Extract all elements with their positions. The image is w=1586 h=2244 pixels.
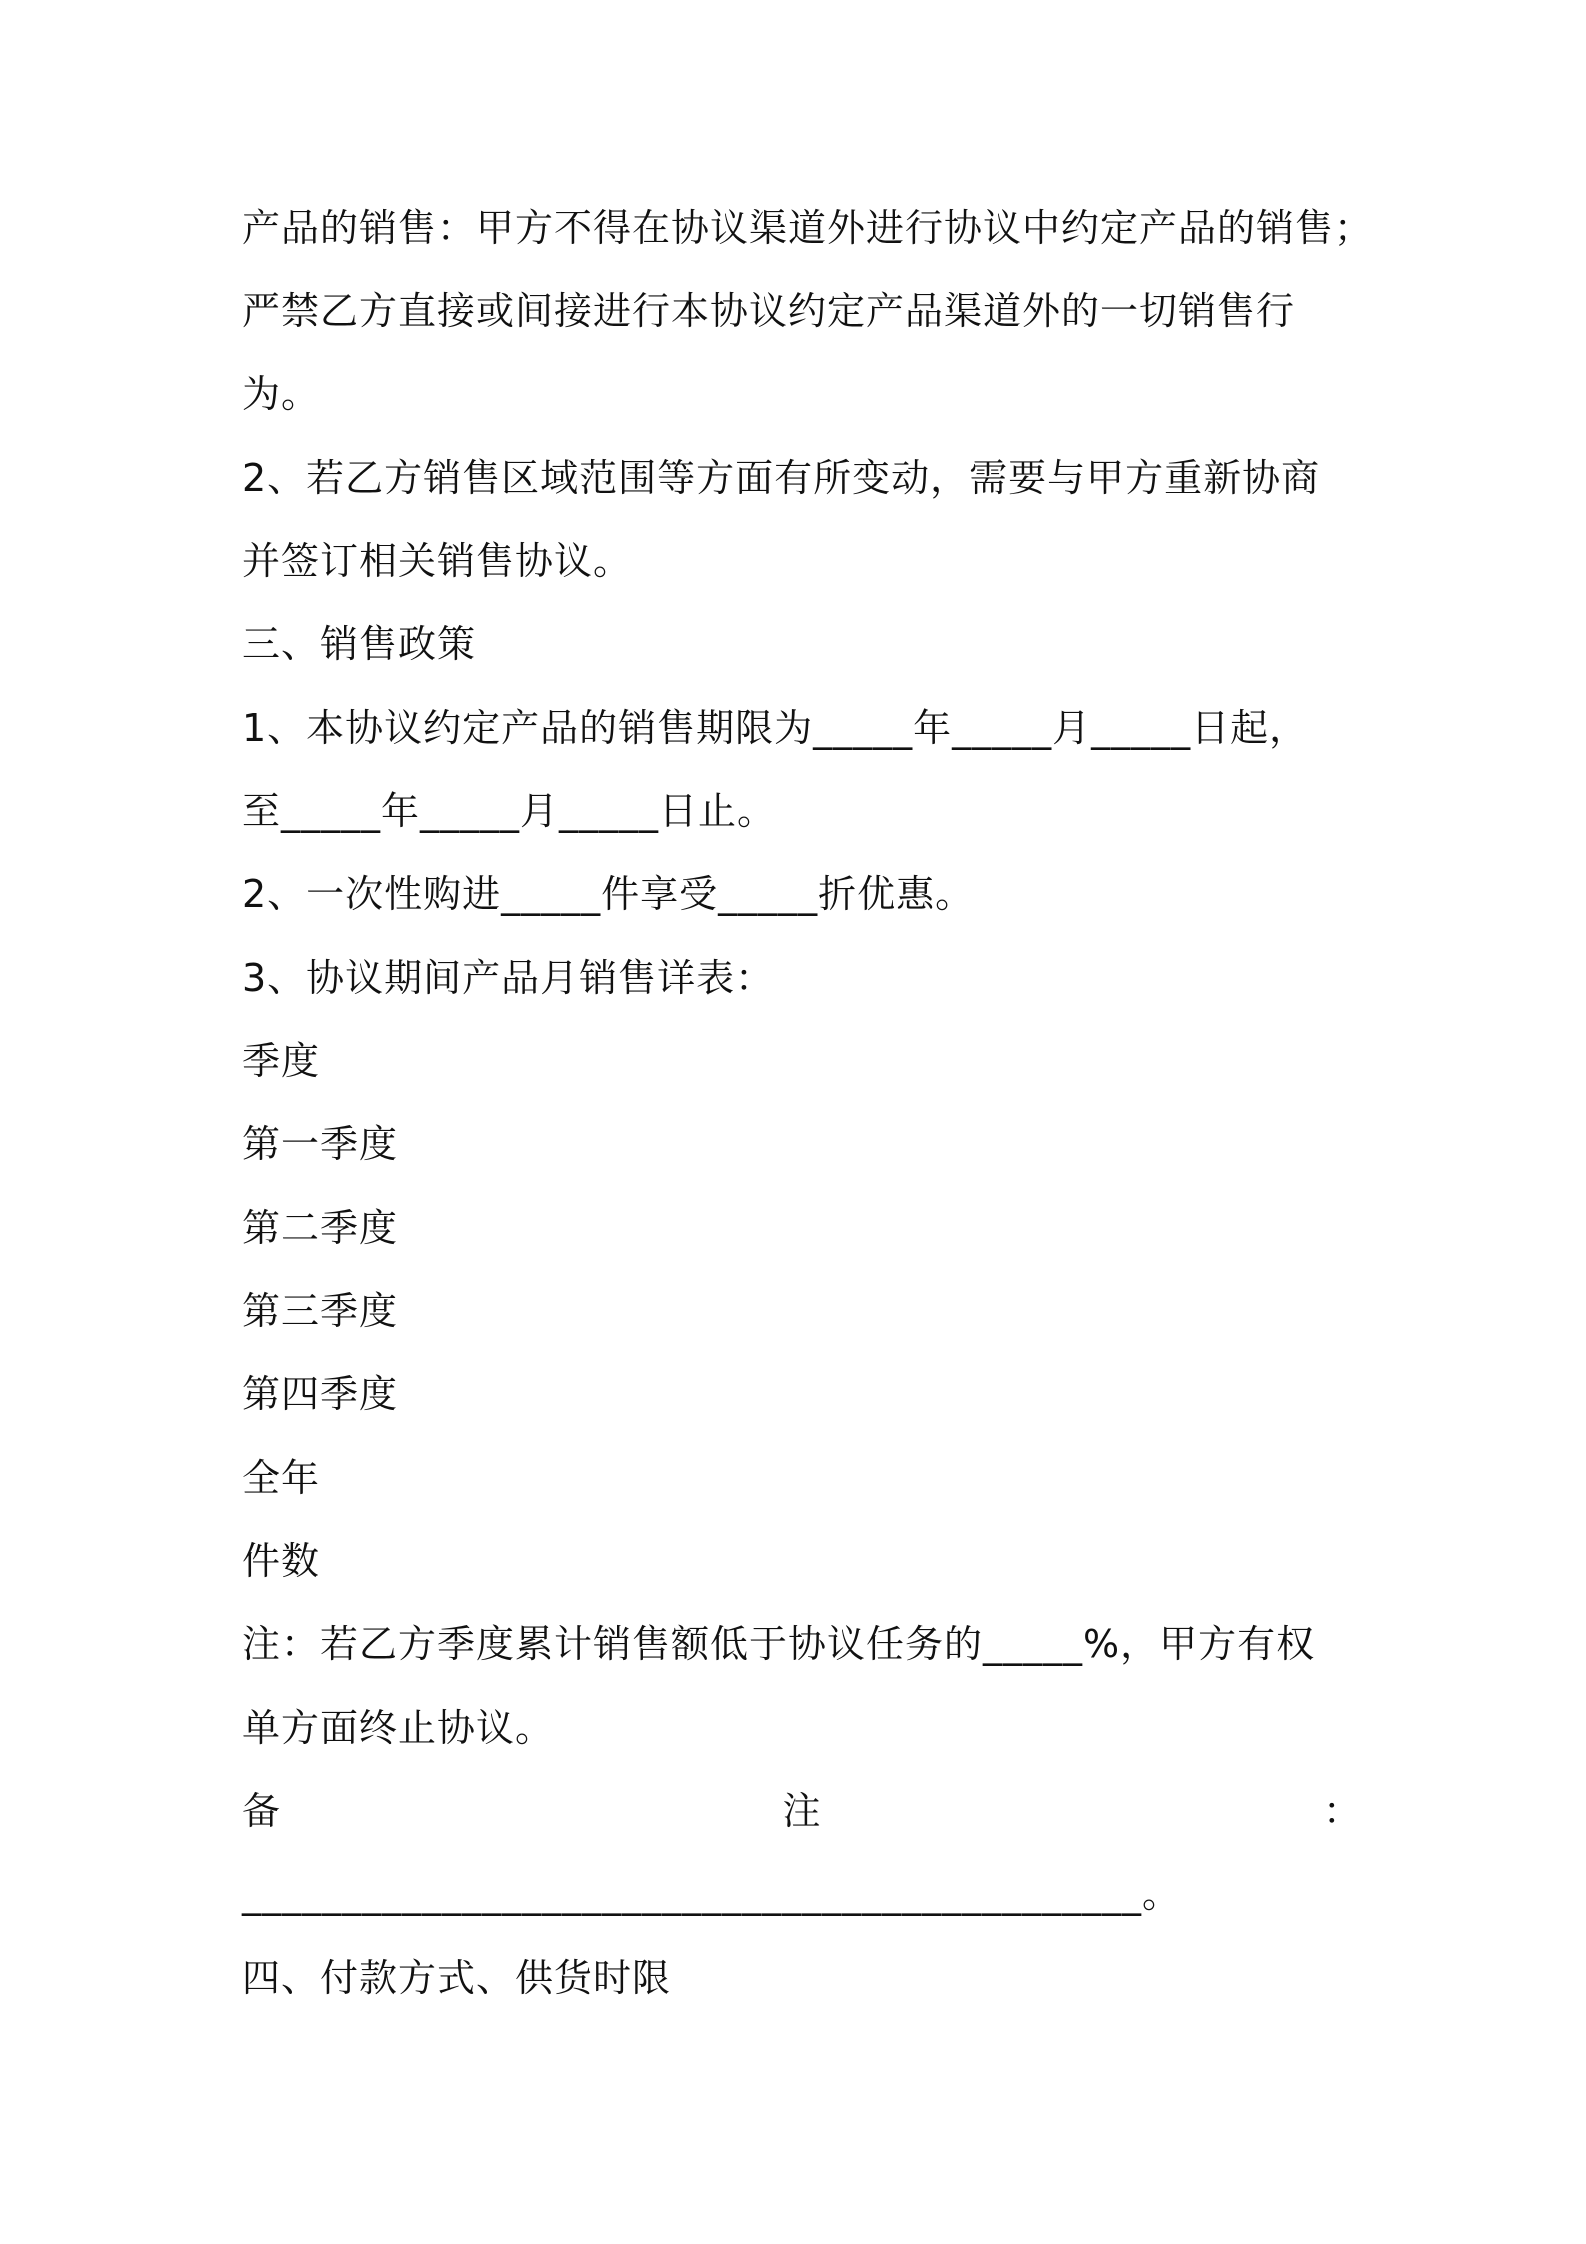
table-row-full-year: 全年 (242, 1456, 321, 1500)
text-line-4: 2、若乙方销售区域范围等方面有所变动，需要与甲方重新协商 (242, 456, 1321, 500)
remark-char-1: 备 (242, 1789, 282, 1833)
text-line-10: 3、协议期间产品月销售详表： (242, 956, 775, 1000)
text-line-9: 2、一次性购进_____件享受_____折优惠。 (242, 872, 975, 916)
text-line-1: 产品的销售：甲方不得在协议渠道外进行协议中约定产品的销售； (242, 206, 1374, 250)
note-line-1: 注：若乙方季度累计销售额低于协议任务的_____%，甲方有权 (242, 1622, 1316, 1666)
remark-blank-line: _____________________________________________。 (242, 1872, 1182, 1916)
note-line-2: 单方面终止协议。 (242, 1706, 555, 1750)
table-row-q3: 第三季度 (242, 1289, 399, 1333)
table-row-q2: 第二季度 (242, 1206, 399, 1250)
text-line-3: 为。 (242, 372, 321, 416)
table-row-q1: 第一季度 (242, 1122, 399, 1166)
remark-row (242, 1781, 1362, 1841)
remark-char-2: 注 (782, 1789, 822, 1833)
table-header-quarter: 季度 (242, 1039, 321, 1083)
section-heading-three: 三、销售政策 (242, 622, 477, 666)
text-line-7: 1、本协议约定产品的销售期限为_____年_____月_____日起， (242, 706, 1309, 750)
table-row-count: 件数 (242, 1539, 321, 1583)
text-line-8: 至_____年_____月_____日止。 (242, 789, 777, 833)
text-line-5: 并签订相关销售协议。 (242, 539, 633, 583)
table-row-q4: 第四季度 (242, 1372, 399, 1416)
section-heading-four: 四、付款方式、供货时限 (242, 1956, 672, 2000)
remark-colon: ： (1322, 1789, 1362, 1833)
text-line-2: 严禁乙方直接或间接进行本协议约定产品渠道外的一切销售行 (242, 289, 1296, 333)
